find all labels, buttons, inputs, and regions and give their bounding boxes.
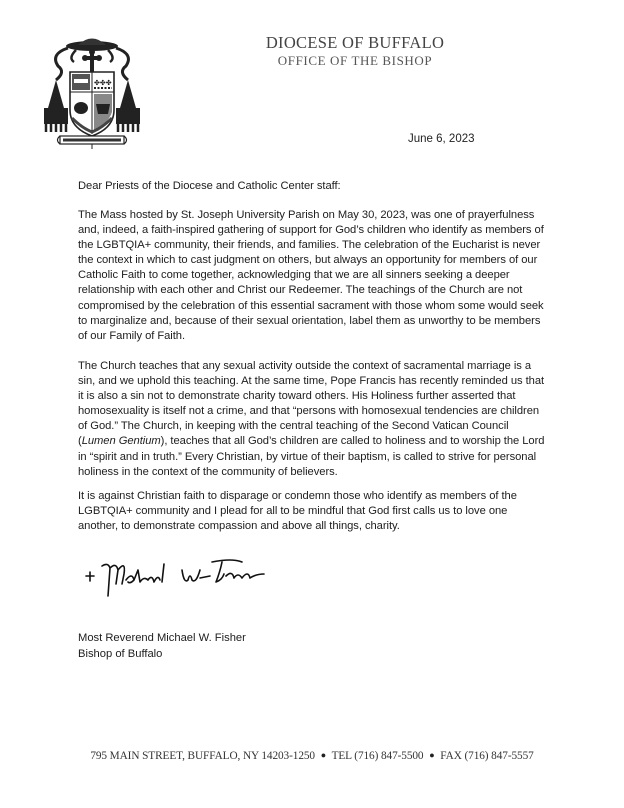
handwritten-signature-icon (82, 552, 272, 612)
bullet-separator-icon: ● (429, 750, 435, 760)
paragraph-2-text (78, 359, 548, 480)
signoff-name: Most Reverend Michael W. Fisher (78, 632, 246, 644)
paragraph-3 (78, 489, 548, 534)
salutation (78, 179, 548, 194)
letter-date: June 6, 2023 (408, 133, 475, 145)
paragraph-2-text-start: The Church teaches that any sexual activity outside the context of sacramental marriage is a sin, and we uphold this teaching. At the same time, Pope Francis has recently reminded us that it is also a sin not to demonstrate charity toward others. His Holiness further asserted that homosexuality is itself not a crime, and that “persons with homosexual tendencies are children of God.” The Church, in keeping with the central teaching of the Second Vatican Council ( (78, 360, 545, 448)
letterhead-footer (0, 750, 624, 762)
svg-text:✤✤✤: ✤✤✤ (94, 79, 112, 87)
footer-telephone: TEL (716) 847-5500 (331, 750, 424, 762)
signoff-block (78, 630, 246, 662)
paragraph-2-text-end: ), teaches that all God’s children are called to holiness and to worship the Lord in “spirit and in truth.” Every Christian, by virtue of their baptism, is called to strive for personal holiness in the context of the community of believers. (78, 435, 545, 478)
salutation-text: Dear Priests of the Diocese and Catholic Center staff: (78, 180, 341, 192)
lumen-gentium-title: Lumen Gentium (81, 435, 161, 448)
letterhead-title: DIOCESE OF BUFFALO (265, 33, 445, 52)
paragraph-1-text: The Mass hosted by St. Joseph University Parish on May 30, 2023, was one of prayerfulness and, indeed, a faith-inspired gathering of support for God’s children who identify as members of the LGBTQIA+ community, their friends, and families. The celebration of the Eucharist is never the context in which to cast judgment on others, but always an opportunity for members of our Catholic Faith to come together, acknowledging that we are all sinners seeking a deeper relationship with each other and Christ our Redeemer. The teachings of the Church are not compromised by the celebration of this essential sacrament with those whom some would seek to marginalize and, because of their sexual orientation, label them as unworthy to be members of our Family of Faith. (78, 209, 544, 342)
paragraph-1 (78, 208, 548, 344)
letterhead-subtitle: OFFICE OF THE BISHOP (277, 53, 433, 68)
footer-fax: FAX (716) 847-5557 (440, 750, 534, 762)
footer-address: 795 MAIN STREET, BUFFALO, NY 14203-1250 (90, 750, 315, 762)
letterhead (230, 33, 480, 69)
paragraph-2 (78, 359, 548, 480)
episcopal-coat-of-arms-icon (38, 32, 146, 150)
signoff-title: Bishop of Buffalo (78, 648, 163, 660)
bullet-separator-icon: ● (320, 750, 327, 760)
paragraph-3-text: It is against Christian faith to disparage or condemn those who identify as members of the LGBTQIA+ community and I plead for all to be mindful that God first calls us to love one another, to demonstrate compassion and above all things, charity. (78, 490, 517, 533)
